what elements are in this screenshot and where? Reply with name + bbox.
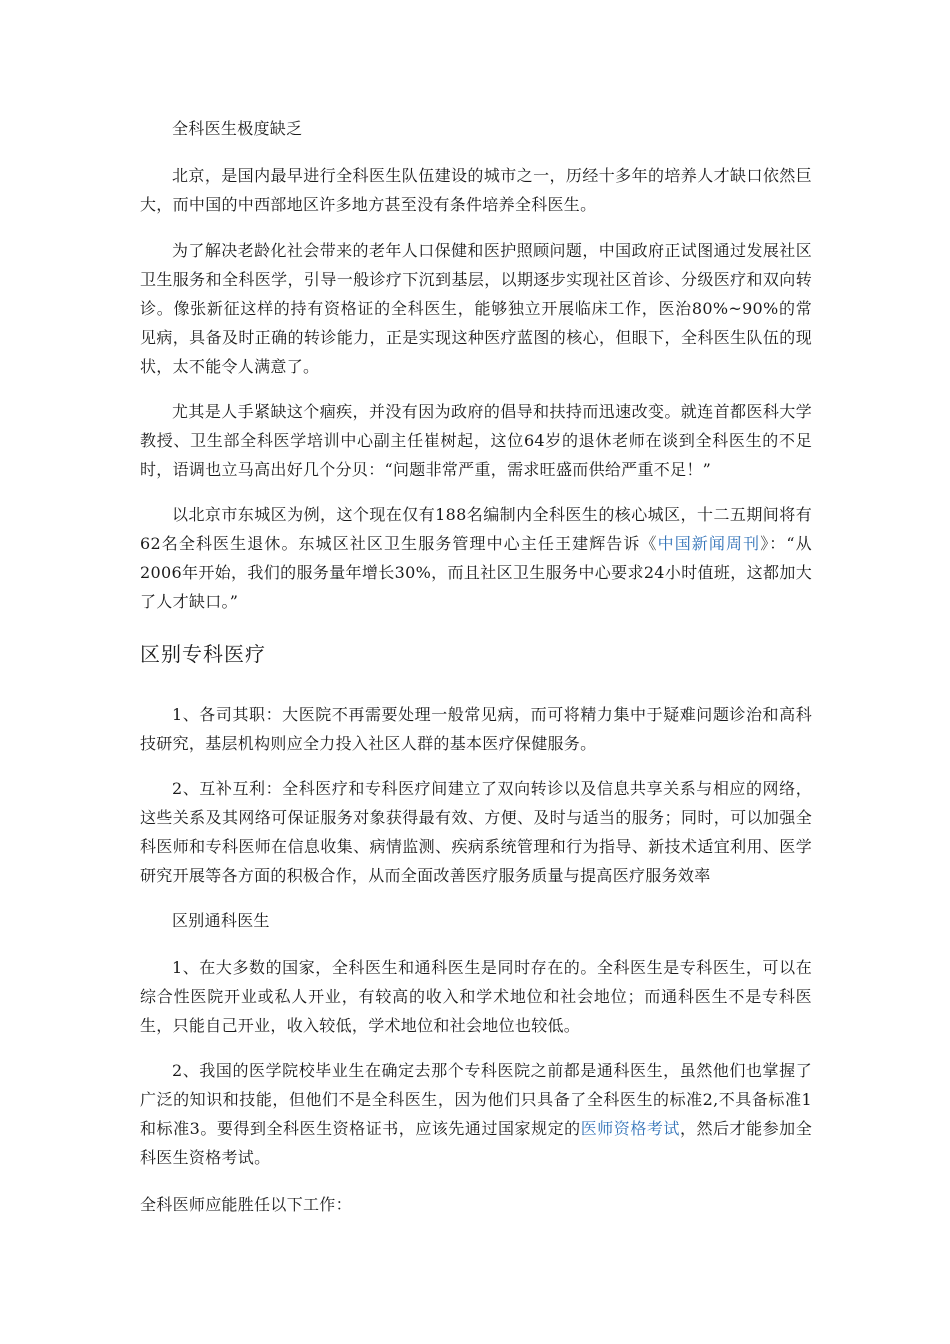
china-newsweek-link[interactable]: 中国新闻周刊	[657, 534, 761, 553]
heading-specialist-care: 区别专科医疗	[140, 642, 266, 666]
gp-china-text-after: ，然后才能参加全科医生资格考试。	[140, 1119, 813, 1167]
paragraph-dongcheng	[140, 500, 812, 616]
paragraph-shortage-title: 全科医生极度缺乏	[172, 119, 303, 138]
paragraph-gp-china	[140, 1056, 812, 1172]
heading-general-practitioner: 区别通科医生	[172, 911, 270, 930]
paragraph-gp-difference: 1、在大多数的国家，全科医生和通科医生是同时存在的。全科医生是专科医生，可以在综合性医院开业或私人开业，有较高的收入和学术地位和社会地位；而通科医生不是专科医生，只能自己开业，收入较低，学术地位和社会地位也较低。	[140, 958, 812, 1035]
paragraph-beijing: 北京，是国内最早进行全科医生队伍建设的城市之一，历经十多年的培养人才缺口依然巨大，而中国的中西部地区许多地方甚至没有条件培养全科医生。	[140, 166, 812, 214]
paragraph-staff-shortage: 尤其是人手紧缺这个痼疾，并没有因为政府的倡导和扶持而迅速改变。就连首都医科大学教授、卫生部全科医学培训中心副主任崔树起，这位64岁的退休老师在谈到全科医生的不足时，语调也立马高出好几个分贝：“问题非常严重，需求旺盛而供给严重不足！”	[140, 402, 812, 479]
paragraph-specialist-duties: 1、各司其职：大医院不再需要处理一般常见病，而可将精力集中于疑难问题诊治和高科技研究，基层机构则应全力投入社区人群的基本医疗保健服务。	[140, 705, 812, 753]
dongcheng-text-after: 》：“从2006年开始，我们的服务量年增长30%，而且社区卫生服务中心要求24小时值班，这都加大了人才缺口。”	[140, 534, 812, 611]
gp-china-text-before: 2、我国的医学院校毕业生在确定去那个专科医院之前都是通科医生，虽然他们也掌握了广泛的知识和技能，但他们不是全科医生，因为他们只具备了全科医生的标准2,不具备标准1和标准3。要得到全科医生资格证书，应该先通过国家规定的	[140, 1061, 812, 1138]
paragraph-specialist-complement: 2、互补互利：全科医疗和专科医疗间建立了双向转诊以及信息共享关系与相应的网络，这些关系及其网络可保证服务对象获得最有效、方便、及时与适当的服务；同时，可以加强全科医师和专科医师在信息收集、病情监测、疾病系统管理和行为指导、新技术适宜利用、医学研究开展等各方面的积极合作，从而全面改善医疗服务质量与提高医疗服务效率	[140, 779, 812, 885]
paragraph-aging-society: 为了解决老龄化社会带来的老年人口保健和医护照顾问题，中国政府正试图通过发展社区卫生服务和全科医学，引导一般诊疗下沉到基层，以期逐步实现社区首诊、分级医疗和双向转诊。像张新征这样的持有资格证的全科医生，能够独立开展临床工作，医治80%~90%的常见病，具备及时正确的转诊能力，正是实现这种医疗蓝图的核心，但眼下，全科医生队伍的现状，太不能令人满意了。	[140, 241, 812, 376]
dongcheng-text-before: 以北京市东城区为例，这个现在仅有188名编制内全科医生的核心城区，十二五期间将有62名全科医生退休。东城区社区卫生服务管理中心主任王建辉告诉《	[140, 505, 812, 553]
paragraph-duties-intro: 全科医师应能胜任以下工作：	[140, 1195, 352, 1214]
physician-exam-link[interactable]: 医师资格考试	[580, 1119, 680, 1138]
